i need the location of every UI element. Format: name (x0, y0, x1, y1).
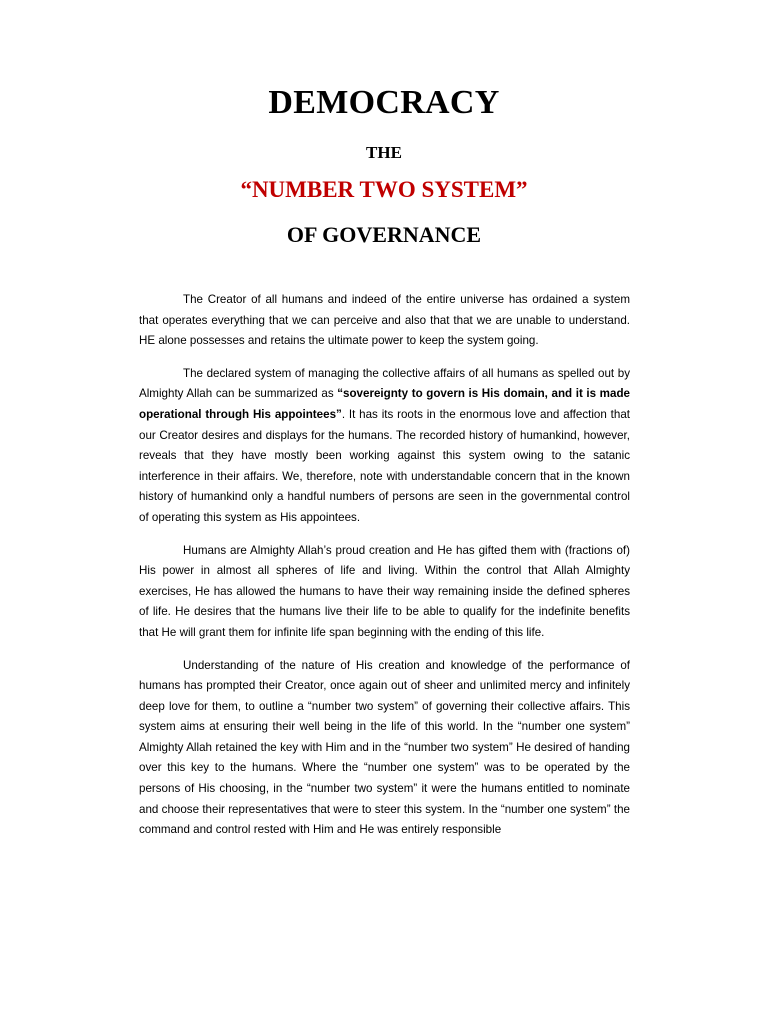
paragraph-4: Understanding of the nature of His creation and knowledge of the performance of humans has prompted their Creator, once again out of sheer and unlimited mercy and infinitely deep love for them, to outline a “number two system” of governing their collective affairs. This system aims at ensuring their well being in the life of this world. In the “number one system” Almighty Allah retained the key with Him and in the “number two system” He desired of handing over this key to the humans. Where the “number one system” was to be operated by the persons of His choosing, in the “number two system” it were the humans entitled to nominate and choose their representatives that were to steer this system. In the “number one system” the command and control rested with Him and He was entirely responsible (139, 658, 630, 837)
subtitle-number-two-system: “NUMBER TWO SYSTEM” (240, 177, 528, 202)
paragraph-2-emphasis: “sovereignty to govern is His domain, and it is made operational through His appointees” (139, 387, 630, 421)
paragraph-2-intro: The declared system of managing the collective affairs of all humans as spelled out by Almighty Allah can be summarized as (139, 366, 630, 401)
document-body (139, 290, 630, 853)
paragraph-3: Humans are Almighty Allah’s proud creation and He has gifted them with (fractions of) His power in almost all spheres of life and living. Within the control that Allah Almighty exercises, He has allowed the humans to have their way remaining inside the defined spheres of life. He desires that the humans live their life to be able to qualify for the indefinite benefits that He will grant them for infinite life span beginning with the ending of this life. (139, 543, 630, 639)
subtitle-of-governance: OF GOVERNANCE (286, 222, 482, 247)
paragraph-1: The Creator of all humans and indeed of the entire universe has ordained a system that operates everything that we can perceive and also that that we are unable to understand. HE alone possesses and retains the ultimate power to keep the system going. (139, 293, 630, 348)
paragraph-2-rest: . It has its roots in the enormous love and affection that our Creator desires and displays for the humans. The recorded history of humankind, however, reveals that they have mostly been working against this system owing to the satanic interference in their affairs. We, therefore, note with understandable concern that in the known history of humankind only a handful numbers of persons are seen in the governmental control of operating this system as His appointees. (139, 407, 631, 524)
document-title: DEMOCRACY (268, 84, 500, 121)
subtitle-the: THE (366, 143, 402, 162)
paragraph-2 (139, 364, 630, 529)
